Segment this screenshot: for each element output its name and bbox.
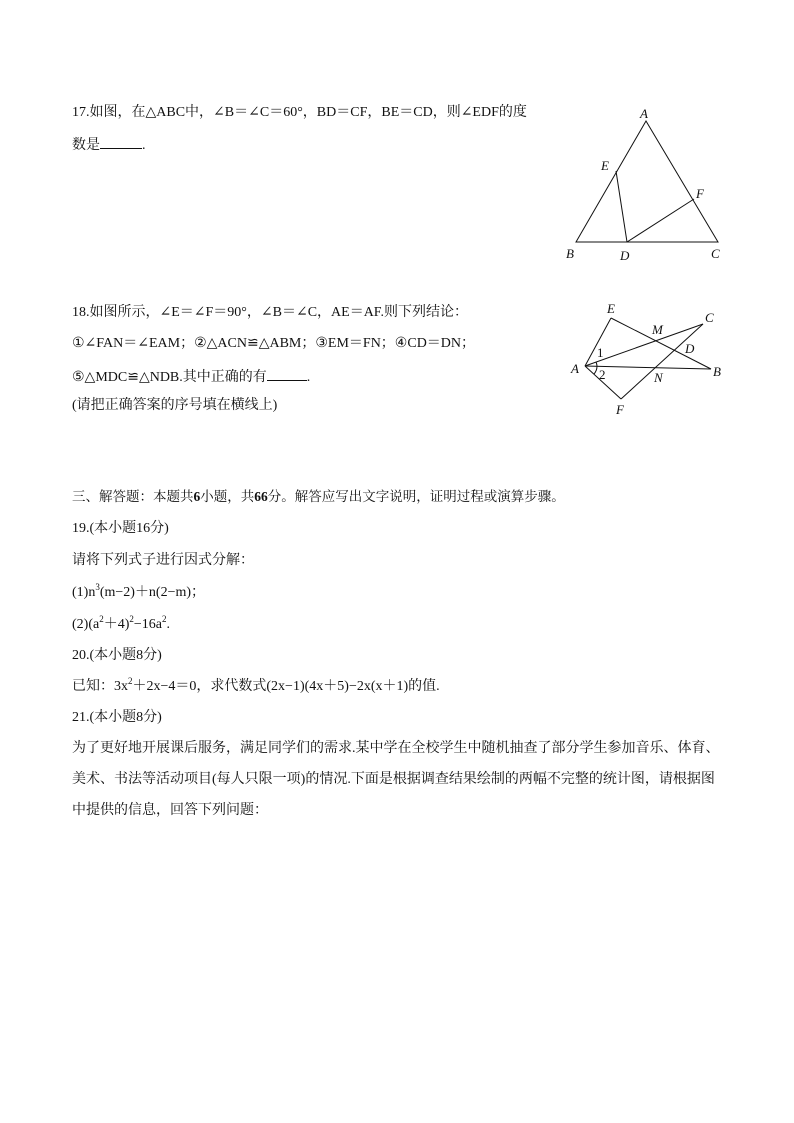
- label-m: M: [652, 322, 663, 337]
- heading-text: 分。解答应写出文字说明，证明过程或演算步骤。: [267, 489, 565, 504]
- q21-line3: 中提供的信息，回答下列问题：: [72, 803, 268, 818]
- angle-arc-1: [596, 362, 597, 366]
- q19-part2-d: .: [166, 617, 170, 632]
- q21-line2: 美术、书法等活动项目(每人只限一项)的情况.下面是根据调查结果绘制的两幅不完整的统计图，请根据图: [72, 772, 715, 787]
- q18-answer-blank[interactable]: [267, 366, 307, 381]
- triangle-abc: [576, 121, 718, 242]
- angle-arc-2: [594, 366, 597, 374]
- heading-text: 小题，共: [200, 489, 255, 504]
- q17-line1: 17.如图，在△ABC中，∠B＝∠C＝60°，BD＝CF，BE＝CD，则∠EDF的度: [72, 105, 527, 120]
- segment-df: [627, 199, 694, 242]
- q19-part2: [72, 616, 170, 634]
- label-b: B: [566, 246, 574, 261]
- label-c: C: [705, 310, 714, 325]
- segment-ed: [616, 171, 627, 242]
- label-b: B: [713, 364, 721, 379]
- q17-line2-text: 数是: [72, 138, 100, 153]
- label-n: N: [654, 370, 663, 385]
- heading-number: 6: [193, 489, 201, 504]
- label-f: F: [696, 186, 704, 201]
- label-c: C: [711, 246, 720, 261]
- q19-part1-exp: 3: [95, 582, 100, 592]
- q18-line3-end: .: [306, 370, 311, 385]
- label-angle-1: 1: [597, 345, 604, 360]
- q19-part1-a: (1)n: [72, 585, 96, 600]
- label-angle-2: 2: [599, 367, 606, 382]
- q20-text: [72, 678, 440, 696]
- q19-part2-exp1: 2: [99, 614, 104, 624]
- label-d: D: [620, 248, 630, 263]
- label-f: F: [616, 402, 624, 417]
- q20-text-b: ＋2x−4＝0，求代数式(2x−1)(4x＋5)−2x(x＋1)的值.: [132, 679, 440, 694]
- q20-title: 20.(本小题8分): [72, 648, 162, 663]
- section3-heading: [72, 488, 565, 506]
- label-a: A: [640, 106, 648, 121]
- q17-answer-blank[interactable]: [100, 134, 142, 149]
- q17-line2-end: .: [142, 138, 146, 153]
- q21-line1: 为了更好地开展课后服务，满足同学们的需求.某中学在全校学生中随机抽查了部分学生参加音乐、体育、: [72, 741, 720, 756]
- q18-line3-text: ⑤△MDC≌△NDB.其中正确的有: [72, 370, 267, 385]
- q18-line3: [72, 366, 310, 387]
- heading-text: 三、解答题：本题共: [72, 489, 194, 504]
- q19-part2-exp3: 2: [161, 614, 167, 624]
- q19-prompt: 请将下列式子进行因式分解：: [72, 553, 254, 568]
- q20-text-a: 已知：3x: [72, 679, 128, 694]
- q18-line4: (请把正确答案的序号填在横线上): [72, 398, 278, 413]
- q19-part2-b: ＋4): [103, 617, 130, 632]
- q17-line2: [72, 134, 146, 155]
- label-e: E: [607, 301, 615, 316]
- q18-line2: ①∠FAN＝∠EAM；②△ACN≌△ABM；③EM＝FN；④CD＝DN；: [72, 336, 476, 351]
- label-d: D: [685, 341, 695, 356]
- heading-number: 66: [254, 489, 268, 504]
- q18-figure: [565, 295, 740, 420]
- q19-part1-b: (m−2)＋n(2−m)；: [99, 585, 206, 600]
- q19-part2-exp2: 2: [129, 614, 134, 624]
- q19-part1: [72, 584, 205, 602]
- label-a: A: [571, 361, 579, 376]
- q18-line1: 18.如图所示，∠E＝∠F＝90°，∠B＝∠C，AE＝AF.则下列结论：: [72, 305, 468, 320]
- q17-figure: [560, 100, 740, 270]
- q21-title: 21.(本小题8分): [72, 710, 162, 725]
- q19-part2-a: (2)(a: [72, 617, 100, 632]
- q20-text-exp: 2: [128, 676, 133, 686]
- label-e: E: [601, 158, 609, 173]
- q19-part2-c: −16a: [133, 617, 162, 632]
- q19-title: 19.(本小题16分): [72, 521, 169, 536]
